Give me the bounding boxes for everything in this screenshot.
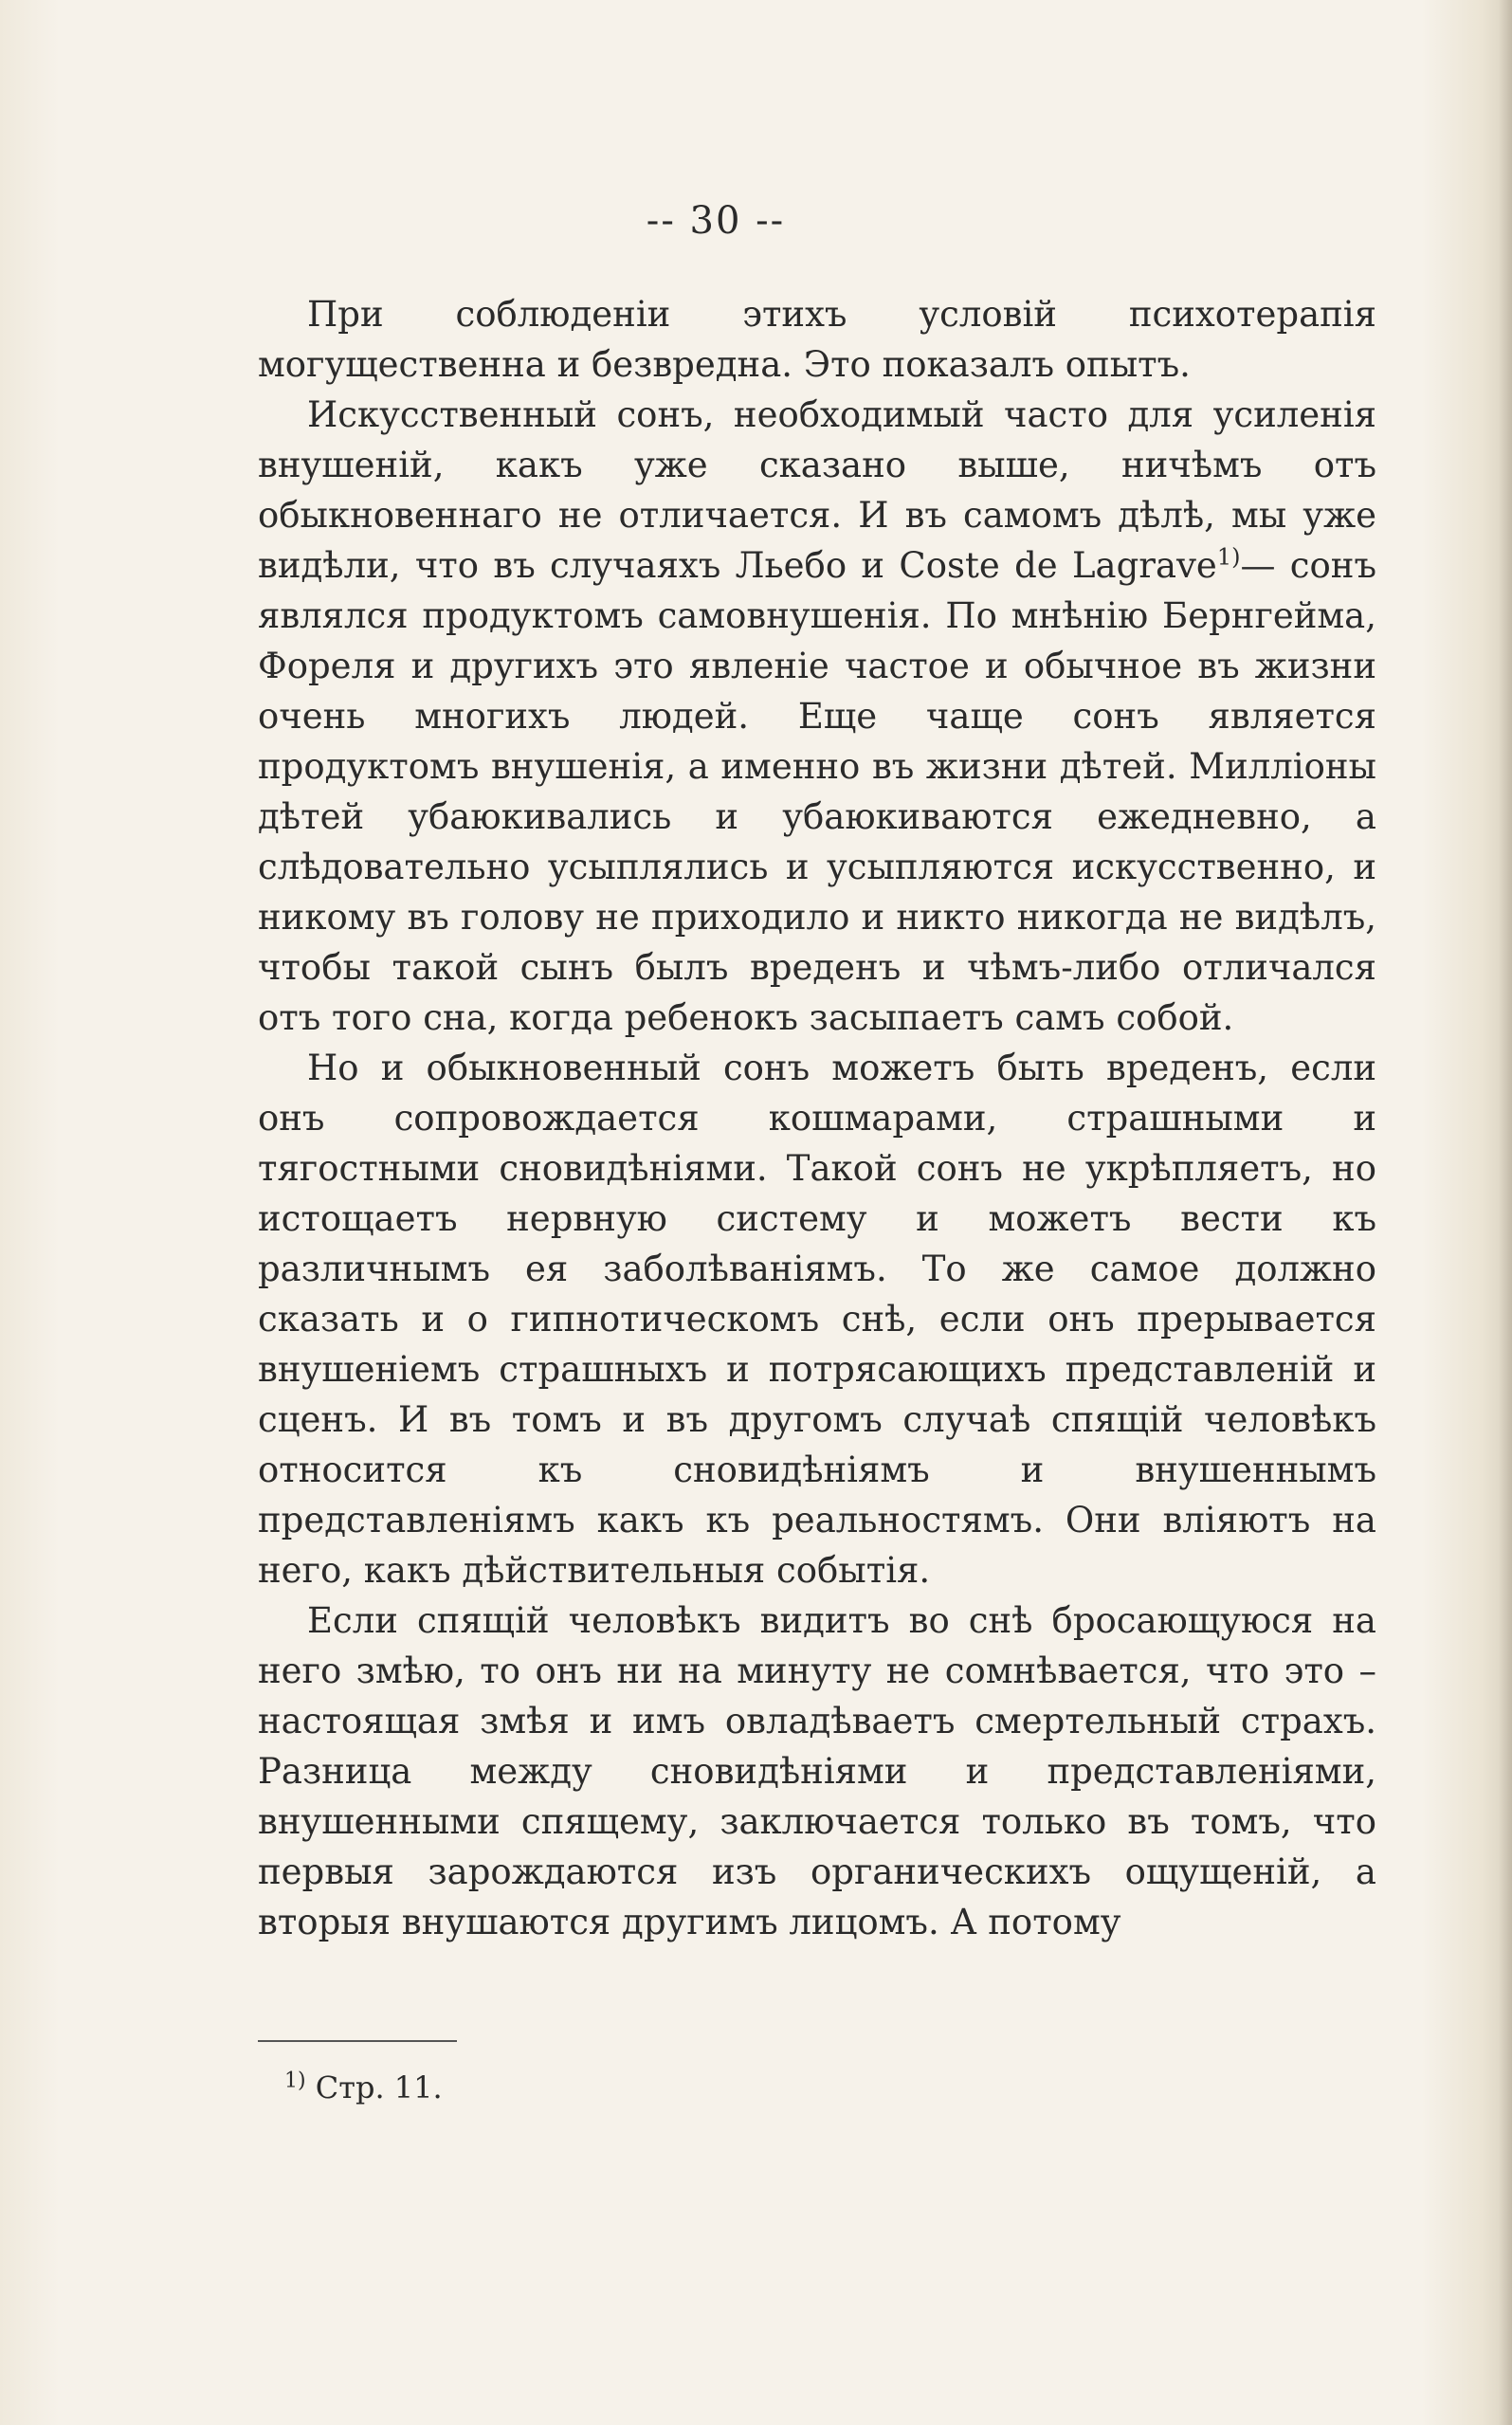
footnote-text: Стр. 11. xyxy=(315,2069,443,2106)
paragraph-1: При соблюденіи этихъ условій психотерапія могущественна и безвредна. Это показалъ опытъ. xyxy=(258,294,1376,385)
footnote xyxy=(284,2067,443,2108)
body-text xyxy=(258,289,1376,1947)
paragraph-2-part-1: Искусственный сонъ, необходимый часто для усиленія внушеній, какъ уже сказано выше, ничѣмъ отъ обыкновеннаго не отличается. И въ самомъ дѣлѣ, мы уже видѣли, что въ случаяхъ Льебо и Coste de Lagrave xyxy=(258,394,1376,586)
footnote-divider xyxy=(258,2040,457,2042)
footnote-mark: 1) xyxy=(284,2069,306,2093)
paragraph-3: Но и обыкновенный сонъ можетъ быть вреденъ, если онъ сопровождается кошмарами, страшными и тягостными сновидѣніями. Такой сонъ не укрѣпляетъ, но истощаетъ нервную систему и можетъ вести къ различнымъ ея заболѣваніямъ. То же самое должно сказать и о гипнотическомъ снѣ, если онъ прерывается внушеніемъ страшныхъ и потрясающихъ представленій и сценъ. И въ томъ и въ другомъ случаѣ спящій человѣкъ относится къ сновидѣніямъ и внушеннымъ представленіямъ какъ къ реальностямъ. Они вліяютъ на него, какъ дѣйствительныя событія. xyxy=(258,1048,1376,1591)
paragraph-2 xyxy=(258,390,1376,1043)
page-number: -- 30 -- xyxy=(646,199,786,243)
page-edge-shadow xyxy=(1499,0,1512,2425)
footnote-reference[interactable]: 1) xyxy=(1216,543,1241,571)
paragraph-2-part-2: — сонъ являлся продуктомъ самовнушенія. По мнѣнію Бернгейма, Фореля и другихъ это явленіе частое и обычное въ жизни очень многихъ людей. Еще чаще сонъ является продуктомъ внушенія, а именно въ жизни дѣтей. Милліоны дѣтей убаюкивались и убаюкиваются ежедневно, а слѣдовательно усыплялись и усыпляются искусственно, и никому въ голову не приходило и никто никогда не видѣлъ, чтобы такой сынъ былъ вреденъ и чѣмъ-либо отличался отъ того сна, когда ребенокъ засыпаетъ самъ собой. xyxy=(258,545,1376,1038)
paragraph-4: Если спящій человѣкъ видитъ во снѣ бросающуюся на него змѣю, то онъ ни на минуту не сомнѣвается, что это – настоящая змѣя и имъ овладѣваетъ смертельный страхъ. Разница между сновидѣніями и представленіями, внушенными спящему, заключается только въ томъ, что первыя зарождаются изъ органическихъ ощущеній, а вторыя внушаются другимъ лицомъ. А потому xyxy=(258,1600,1376,1942)
